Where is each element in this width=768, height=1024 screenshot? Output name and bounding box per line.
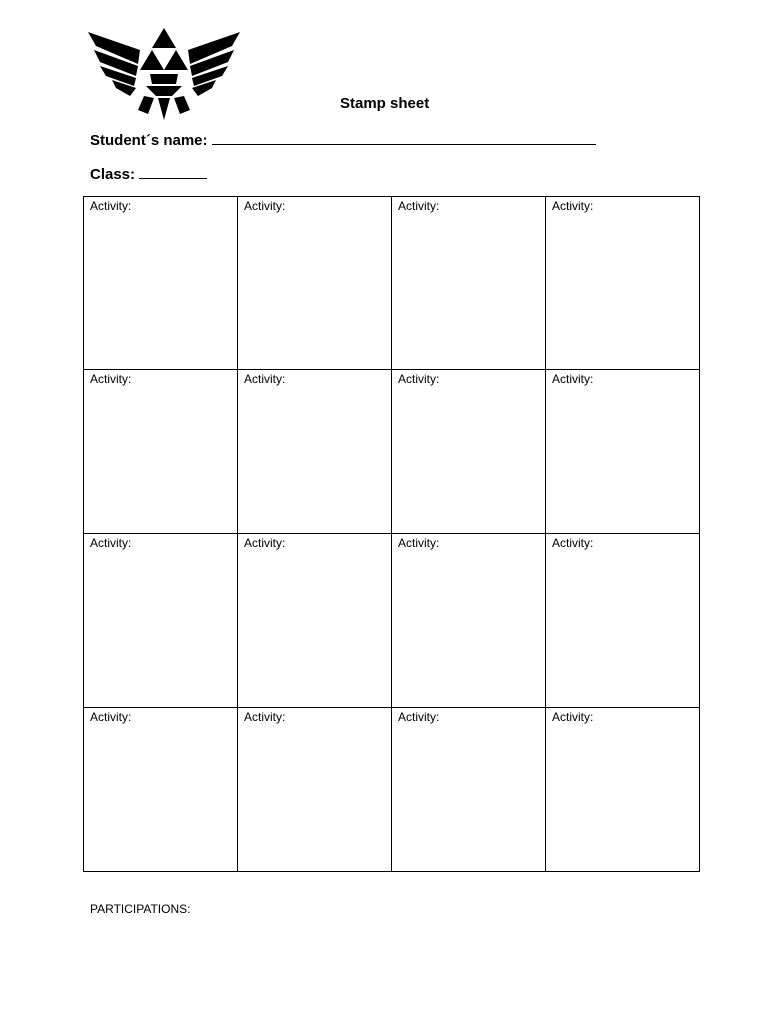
stamp-cell[interactable]: Activity:: [238, 534, 392, 708]
stamp-cell[interactable]: Activity:: [84, 197, 238, 370]
stamp-cell[interactable]: Activity:: [238, 370, 392, 534]
class-field: [90, 164, 207, 183]
stamp-row: [84, 197, 700, 370]
stamp-row: [84, 708, 700, 872]
stamp-cell[interactable]: Activity:: [84, 370, 238, 534]
stamp-cell[interactable]: Activity:: [238, 708, 392, 872]
student-name-blank[interactable]: [212, 130, 596, 145]
stamp-cell[interactable]: Activity:: [238, 197, 392, 370]
class-blank[interactable]: [139, 164, 207, 179]
stamp-cell[interactable]: Activity:: [392, 708, 546, 872]
stamp-cell[interactable]: Activity:: [392, 370, 546, 534]
stamp-cell[interactable]: Activity:: [546, 370, 700, 534]
stamp-cell[interactable]: Activity:: [546, 534, 700, 708]
stamp-cell[interactable]: Activity:: [84, 534, 238, 708]
stamp-grid: [83, 196, 700, 872]
hylian-crest-icon: [86, 24, 242, 122]
stamp-cell[interactable]: Activity:: [392, 534, 546, 708]
stamp-row: [84, 370, 700, 534]
stamp-cell[interactable]: Activity:: [392, 197, 546, 370]
stamp-cell[interactable]: Activity:: [546, 708, 700, 872]
student-name-label: Student´s name:: [90, 132, 208, 149]
student-name-field: [90, 130, 596, 149]
class-label: Class:: [90, 166, 136, 183]
stamp-cell[interactable]: Activity:: [84, 708, 238, 872]
participations-label: PARTICIPATIONS:: [90, 902, 191, 916]
stamp-row: [84, 534, 700, 708]
stamp-cell[interactable]: Activity:: [546, 197, 700, 370]
page-title: Stamp sheet: [340, 95, 430, 112]
